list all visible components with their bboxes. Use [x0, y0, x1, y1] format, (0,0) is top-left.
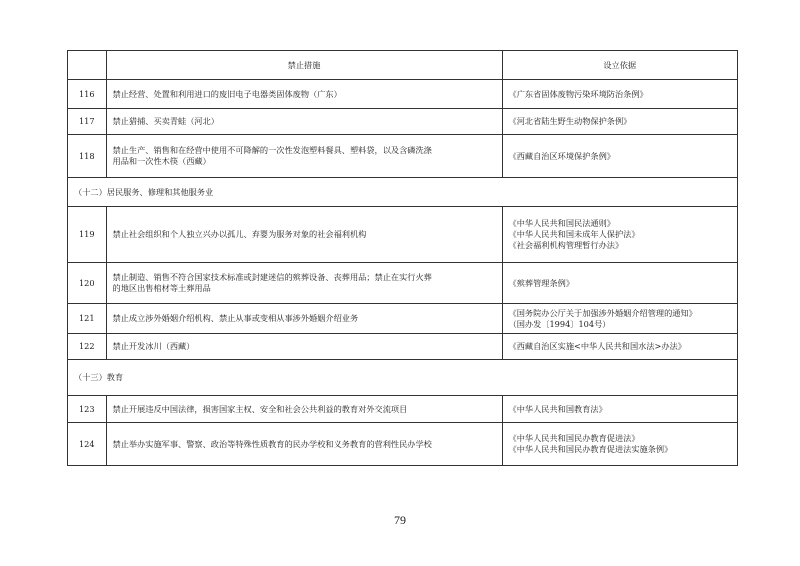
measure-text: 禁止社会组织和个人独立兴办以孤儿、弃婴为服务对象的社会福利机构: [112, 229, 367, 239]
measure-text: 用品和一次性木筷（西藏）: [112, 156, 211, 166]
measure-text: 禁止开发冰川（西藏）: [112, 341, 195, 351]
row-number: 121: [68, 304, 107, 334]
basis-text: 《殡葬管理条例》: [508, 277, 575, 288]
section-heading: （十三）教育: [68, 360, 738, 396]
row-number: 122: [68, 334, 107, 360]
basis-cell: [502, 109, 738, 135]
measure-cell: [106, 135, 502, 178]
row-number: 123: [68, 396, 107, 423]
basis-cell: [502, 135, 738, 178]
measure-cell: [106, 423, 502, 466]
header-number-cell: [68, 51, 107, 80]
header-measure-cell: 禁止措施: [106, 51, 502, 80]
measure-text: 禁止生产、销售和在经营中使用不可降解的一次性发泡塑料餐具、塑料袋，以及含磷洗涤: [112, 145, 432, 155]
basis-cell: [502, 263, 738, 304]
row-number: 118: [68, 135, 107, 178]
measure-cell: [106, 263, 502, 304]
table-row: [68, 263, 738, 304]
basis-cell: [502, 334, 738, 360]
basis-text: 《社会福利机构管理暂行办法》: [508, 240, 624, 250]
row-number: 116: [68, 80, 107, 109]
measure-text: 禁止举办实施军事、警察、政治等特殊性质教育的民办学校和义务教育的营利性民办学校: [112, 438, 432, 449]
measure-text: 禁止开展违反中国法律，损害国家主权、安全和社会公共利益的教育对外交流项目: [112, 403, 408, 414]
measure-text: 禁止猎捕、买卖青蛙（河北）: [112, 116, 219, 126]
measure-cell: [106, 80, 502, 109]
measure-cell: [106, 304, 502, 334]
measure-cell: [106, 396, 502, 423]
table-row: [68, 396, 738, 423]
header-basis-cell: 设立依据: [502, 51, 738, 80]
table-row: [68, 304, 738, 334]
prohibition-measures-table: [67, 50, 738, 466]
measure-cell: [106, 207, 502, 263]
basis-text: 《西藏自治区实施<中华人民共和国水法>办法》: [508, 341, 686, 351]
table-row: [68, 334, 738, 360]
measure-text: 的地区出售棺材等土葬用品: [112, 283, 211, 293]
basis-text: 《广东省固体废物污染环境防治条例》: [508, 88, 648, 99]
row-number: 124: [68, 423, 107, 466]
measure-cell: [106, 334, 502, 360]
row-number: 120: [68, 263, 107, 304]
basis-cell: [502, 207, 738, 263]
basis-text: 《中华人民共和国未成年人保护法》: [508, 229, 640, 239]
basis-cell: [502, 80, 738, 109]
row-number: 117: [68, 109, 107, 135]
table-row: [68, 207, 738, 263]
basis-text: 《中华人民共和国民办教育促进法》: [508, 433, 640, 443]
basis-text: 《中华人民共和国教育法》: [508, 403, 607, 414]
section-row: [68, 178, 738, 207]
section-row: [68, 360, 738, 396]
measure-text: 禁止成立涉外婚姻介绍机构、禁止从事或变相从事涉外婚姻介绍业务: [112, 313, 359, 323]
table-row: [68, 135, 738, 178]
basis-cell: [502, 423, 738, 466]
measure-text: 禁止经营、处置和利用进口的废旧电子电器类固体废物（广东）: [112, 88, 342, 99]
table-row: [68, 109, 738, 135]
table-header-row: [68, 51, 738, 80]
row-number: 119: [68, 207, 107, 263]
basis-cell: [502, 396, 738, 423]
basis-text: （国办发〔1994〕104号）: [508, 318, 611, 329]
basis-text: 《西藏自治区环境保护条例》: [508, 150, 615, 161]
measure-cell: [106, 109, 502, 135]
basis-text: 《河北省陆生野生动物保护条例》: [508, 116, 632, 126]
table-row: [68, 423, 738, 466]
measure-text: 禁止制造、销售不符合国家技术标准或封建迷信的殡葬设备、丧葬用品；禁止在实行火葬: [112, 272, 432, 282]
basis-text: 《中华人民共和国民办教育促进法实施条例》: [508, 444, 673, 454]
page-number: 79: [394, 513, 406, 527]
basis-text: 《中华人民共和国民法通则》: [508, 218, 615, 228]
basis-cell: [502, 304, 738, 334]
section-heading: （十二）居民服务、修理和其他服务业: [68, 178, 738, 207]
table-row: [68, 80, 738, 109]
basis-text: 《国务院办公厅关于加强涉外婚姻介绍管理的通知》: [508, 307, 697, 318]
